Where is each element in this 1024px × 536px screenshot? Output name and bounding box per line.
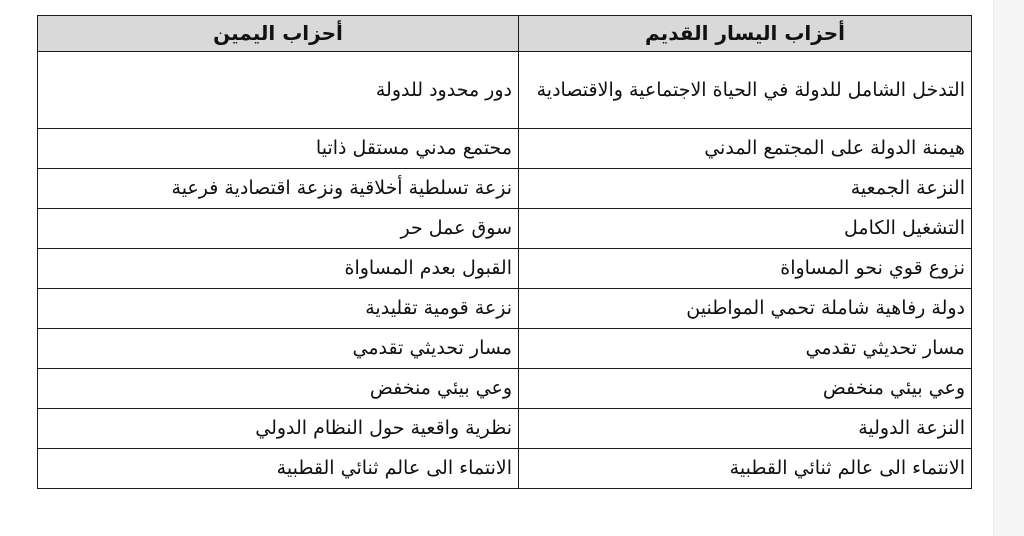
cell-right: نزعة قومية تقليدية: [38, 289, 519, 329]
cell-right: نزعة تسلطية أخلاقية ونزعة اقتصادية فرعية: [38, 169, 519, 209]
table-row: [38, 449, 972, 489]
table-row: [38, 329, 972, 369]
table-row: [38, 289, 972, 329]
cell-right: القبول بعدم المساواة: [38, 249, 519, 289]
cell-old-left: دولة رفاهية شاملة تحمي المواطنين: [519, 289, 972, 329]
cell-old-left: هيمنة الدولة على المجتمع المدني: [519, 129, 972, 169]
cell-old-left: النزعة الدولية: [519, 409, 972, 449]
header-old-left-parties: أحزاب اليسار القديم: [519, 16, 972, 52]
cell-old-left: الانتماء الى عالم ثنائي القطبية: [519, 449, 972, 489]
cell-right: محتمع مدني مستقل ذاتيا: [38, 129, 519, 169]
comparison-table: [37, 15, 972, 489]
table-row: [38, 369, 972, 409]
table-row: [38, 249, 972, 289]
cell-old-left: النزعة الجمعية: [519, 169, 972, 209]
cell-old-left: وعي بيئي منخفض: [519, 369, 972, 409]
cell-right: مسار تحديثي تقدمي: [38, 329, 519, 369]
table-row: [38, 409, 972, 449]
cell-old-left: مسار تحديثي تقدمي: [519, 329, 972, 369]
header-right-parties: أحزاب اليمين: [38, 16, 519, 52]
cell-right: دور محدود للدولة: [38, 52, 519, 129]
page-edge-strip: [993, 0, 1024, 536]
cell-right: سوق عمل حر: [38, 209, 519, 249]
cell-right: الانتماء الى عالم ثنائي القطبية: [38, 449, 519, 489]
table-row: [38, 169, 972, 209]
table-row: [38, 129, 972, 169]
cell-right: وعي بيئي منخفض: [38, 369, 519, 409]
cell-old-left: التدخل الشامل للدولة في الحياة الاجتماعية والاقتصادية: [519, 52, 972, 129]
cell-right: نظرية واقعية حول النظام الدولي: [38, 409, 519, 449]
cell-old-left: التشغيل الكامل: [519, 209, 972, 249]
table-row: [38, 209, 972, 249]
cell-old-left: نزوع قوي نحو المساواة: [519, 249, 972, 289]
table-header-row: [38, 16, 972, 52]
table-row: [38, 52, 972, 129]
